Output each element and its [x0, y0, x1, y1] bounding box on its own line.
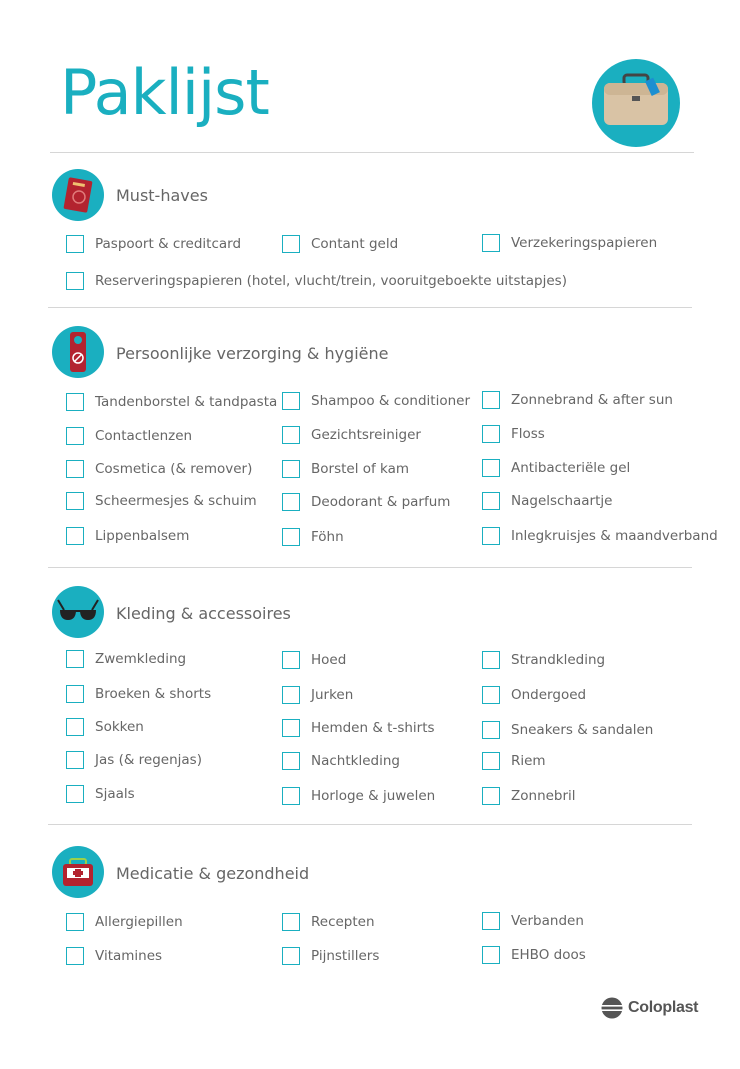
- checklist-item[interactable]: Pijnstillers: [282, 947, 379, 965]
- checklist-item[interactable]: Borstel of kam: [282, 460, 409, 478]
- checkbox[interactable]: [482, 912, 500, 930]
- coloplast-logo-icon: [601, 997, 623, 1019]
- checkbox[interactable]: [482, 787, 500, 805]
- checkbox[interactable]: [66, 685, 84, 703]
- checklist-item[interactable]: Contant geld: [282, 235, 398, 253]
- checkbox[interactable]: [282, 787, 300, 805]
- checklist-item[interactable]: Paspoort & creditcard: [66, 235, 241, 253]
- checklist-item[interactable]: Sokken: [66, 718, 144, 736]
- checkbox[interactable]: [482, 651, 500, 669]
- checklist-item[interactable]: Hemden & t-shirts: [282, 719, 435, 737]
- coloplast-logo: [601, 997, 698, 1019]
- checklist-item[interactable]: Deodorant & parfum: [282, 493, 450, 511]
- checklist-item[interactable]: Sjaals: [66, 785, 135, 803]
- checkbox[interactable]: [482, 527, 500, 545]
- checklist-item[interactable]: Contactlenzen: [66, 427, 192, 445]
- section-divider: [48, 567, 692, 568]
- checkbox[interactable]: [482, 492, 500, 510]
- checklist-item[interactable]: Ondergoed: [482, 686, 586, 704]
- section-divider: [48, 824, 692, 825]
- checklist-item[interactable]: Jas (& regenjas): [66, 751, 202, 769]
- checklist-item[interactable]: Strandkleding: [482, 651, 605, 669]
- checkbox[interactable]: [66, 427, 84, 445]
- checklist-item[interactable]: Jurken: [282, 686, 353, 704]
- checklist-item[interactable]: EHBO doos: [482, 946, 586, 964]
- checklist-item[interactable]: Antibacteriële gel: [482, 459, 630, 477]
- brand-name: Coloplast: [628, 999, 699, 1016]
- checklist-item[interactable]: Verbanden: [482, 912, 584, 930]
- checkbox[interactable]: [66, 393, 84, 411]
- checkbox[interactable]: [482, 721, 500, 739]
- section-title-verzorging: Persoonlijke verzorging & hygiëne: [116, 344, 389, 363]
- checklist-item[interactable]: Scheermesjes & schuim: [66, 492, 257, 510]
- first-aid-kit-icon: [52, 846, 104, 898]
- checklist-item[interactable]: Horloge & juwelen: [282, 787, 435, 805]
- checklist-item[interactable]: Zonnebril: [482, 787, 576, 805]
- checkbox[interactable]: [482, 946, 500, 964]
- checklist-item[interactable]: Vitamines: [66, 947, 162, 965]
- checklist-item[interactable]: Hoed: [282, 651, 346, 669]
- checkbox[interactable]: [66, 272, 84, 290]
- checklist-item[interactable]: Föhn: [282, 528, 344, 546]
- checkbox[interactable]: [482, 425, 500, 443]
- checkbox[interactable]: [482, 686, 500, 704]
- checkbox[interactable]: [66, 492, 84, 510]
- page-title: Paklijst: [60, 56, 269, 129]
- checkbox[interactable]: [66, 527, 84, 545]
- checklist-item[interactable]: Nagelschaartje: [482, 492, 612, 510]
- checkbox[interactable]: [482, 459, 500, 477]
- section-title-must-haves: Must-haves: [116, 186, 208, 205]
- sunglasses-icon: [52, 586, 104, 638]
- checkbox[interactable]: [66, 460, 84, 478]
- section-title-medicatie: Medicatie & gezondheid: [116, 864, 310, 883]
- checklist-item[interactable]: Broeken & shorts: [66, 685, 211, 703]
- checkbox[interactable]: [66, 650, 84, 668]
- checklist-item[interactable]: Riem: [482, 752, 546, 770]
- checkbox[interactable]: [66, 718, 84, 736]
- checkbox[interactable]: [282, 528, 300, 546]
- checklist-item[interactable]: Shampoo & conditioner: [282, 392, 470, 410]
- checklist-item[interactable]: Tandenborstel & tandpasta: [66, 393, 277, 411]
- checkbox[interactable]: [66, 913, 84, 931]
- section-title-kleding: Kleding & accessoires: [116, 604, 291, 623]
- checkbox[interactable]: [282, 913, 300, 931]
- checkbox[interactable]: [282, 426, 300, 444]
- checklist-item[interactable]: Reserveringspapieren (hotel, vlucht/trein, vooruitgeboekte uitstapjes): [66, 272, 567, 290]
- checklist-item[interactable]: Zwemkleding: [66, 650, 186, 668]
- checkbox[interactable]: [282, 719, 300, 737]
- checklist-item[interactable]: Allergiepillen: [66, 913, 183, 931]
- checkbox[interactable]: [66, 785, 84, 803]
- checklist-item[interactable]: Floss: [482, 425, 545, 443]
- checklist-item[interactable]: Verzekeringspapieren: [482, 234, 657, 252]
- checklist-item[interactable]: Inlegkruisjes & maandverband: [482, 527, 718, 545]
- checkbox[interactable]: [282, 752, 300, 770]
- header-divider: [50, 152, 694, 153]
- checklist-item[interactable]: Zonnebrand & after sun: [482, 391, 673, 409]
- checkbox[interactable]: [282, 686, 300, 704]
- checkbox[interactable]: [482, 234, 500, 252]
- checkbox[interactable]: [282, 651, 300, 669]
- checklist-item[interactable]: Cosmetica (& remover): [66, 460, 252, 478]
- checkbox[interactable]: [66, 751, 84, 769]
- checkbox[interactable]: [66, 947, 84, 965]
- checkbox[interactable]: [282, 493, 300, 511]
- checkbox[interactable]: [482, 752, 500, 770]
- checklist-item[interactable]: Sneakers & sandalen: [482, 721, 653, 739]
- checkbox[interactable]: [282, 392, 300, 410]
- checkbox[interactable]: [66, 235, 84, 253]
- checkbox[interactable]: [282, 947, 300, 965]
- checkbox[interactable]: [282, 460, 300, 478]
- checklist-item[interactable]: Nachtkleding: [282, 752, 400, 770]
- checklist-item[interactable]: Gezichtsreiniger: [282, 426, 421, 444]
- checklist-item[interactable]: Lippenbalsem: [66, 527, 189, 545]
- passport-icon: [52, 169, 104, 221]
- checkbox[interactable]: [482, 391, 500, 409]
- section-divider: [48, 307, 692, 308]
- checklist-item[interactable]: Recepten: [282, 913, 375, 931]
- suitcase-icon: [592, 59, 680, 147]
- door-hanger-icon: [52, 326, 104, 378]
- checkbox[interactable]: [282, 235, 300, 253]
